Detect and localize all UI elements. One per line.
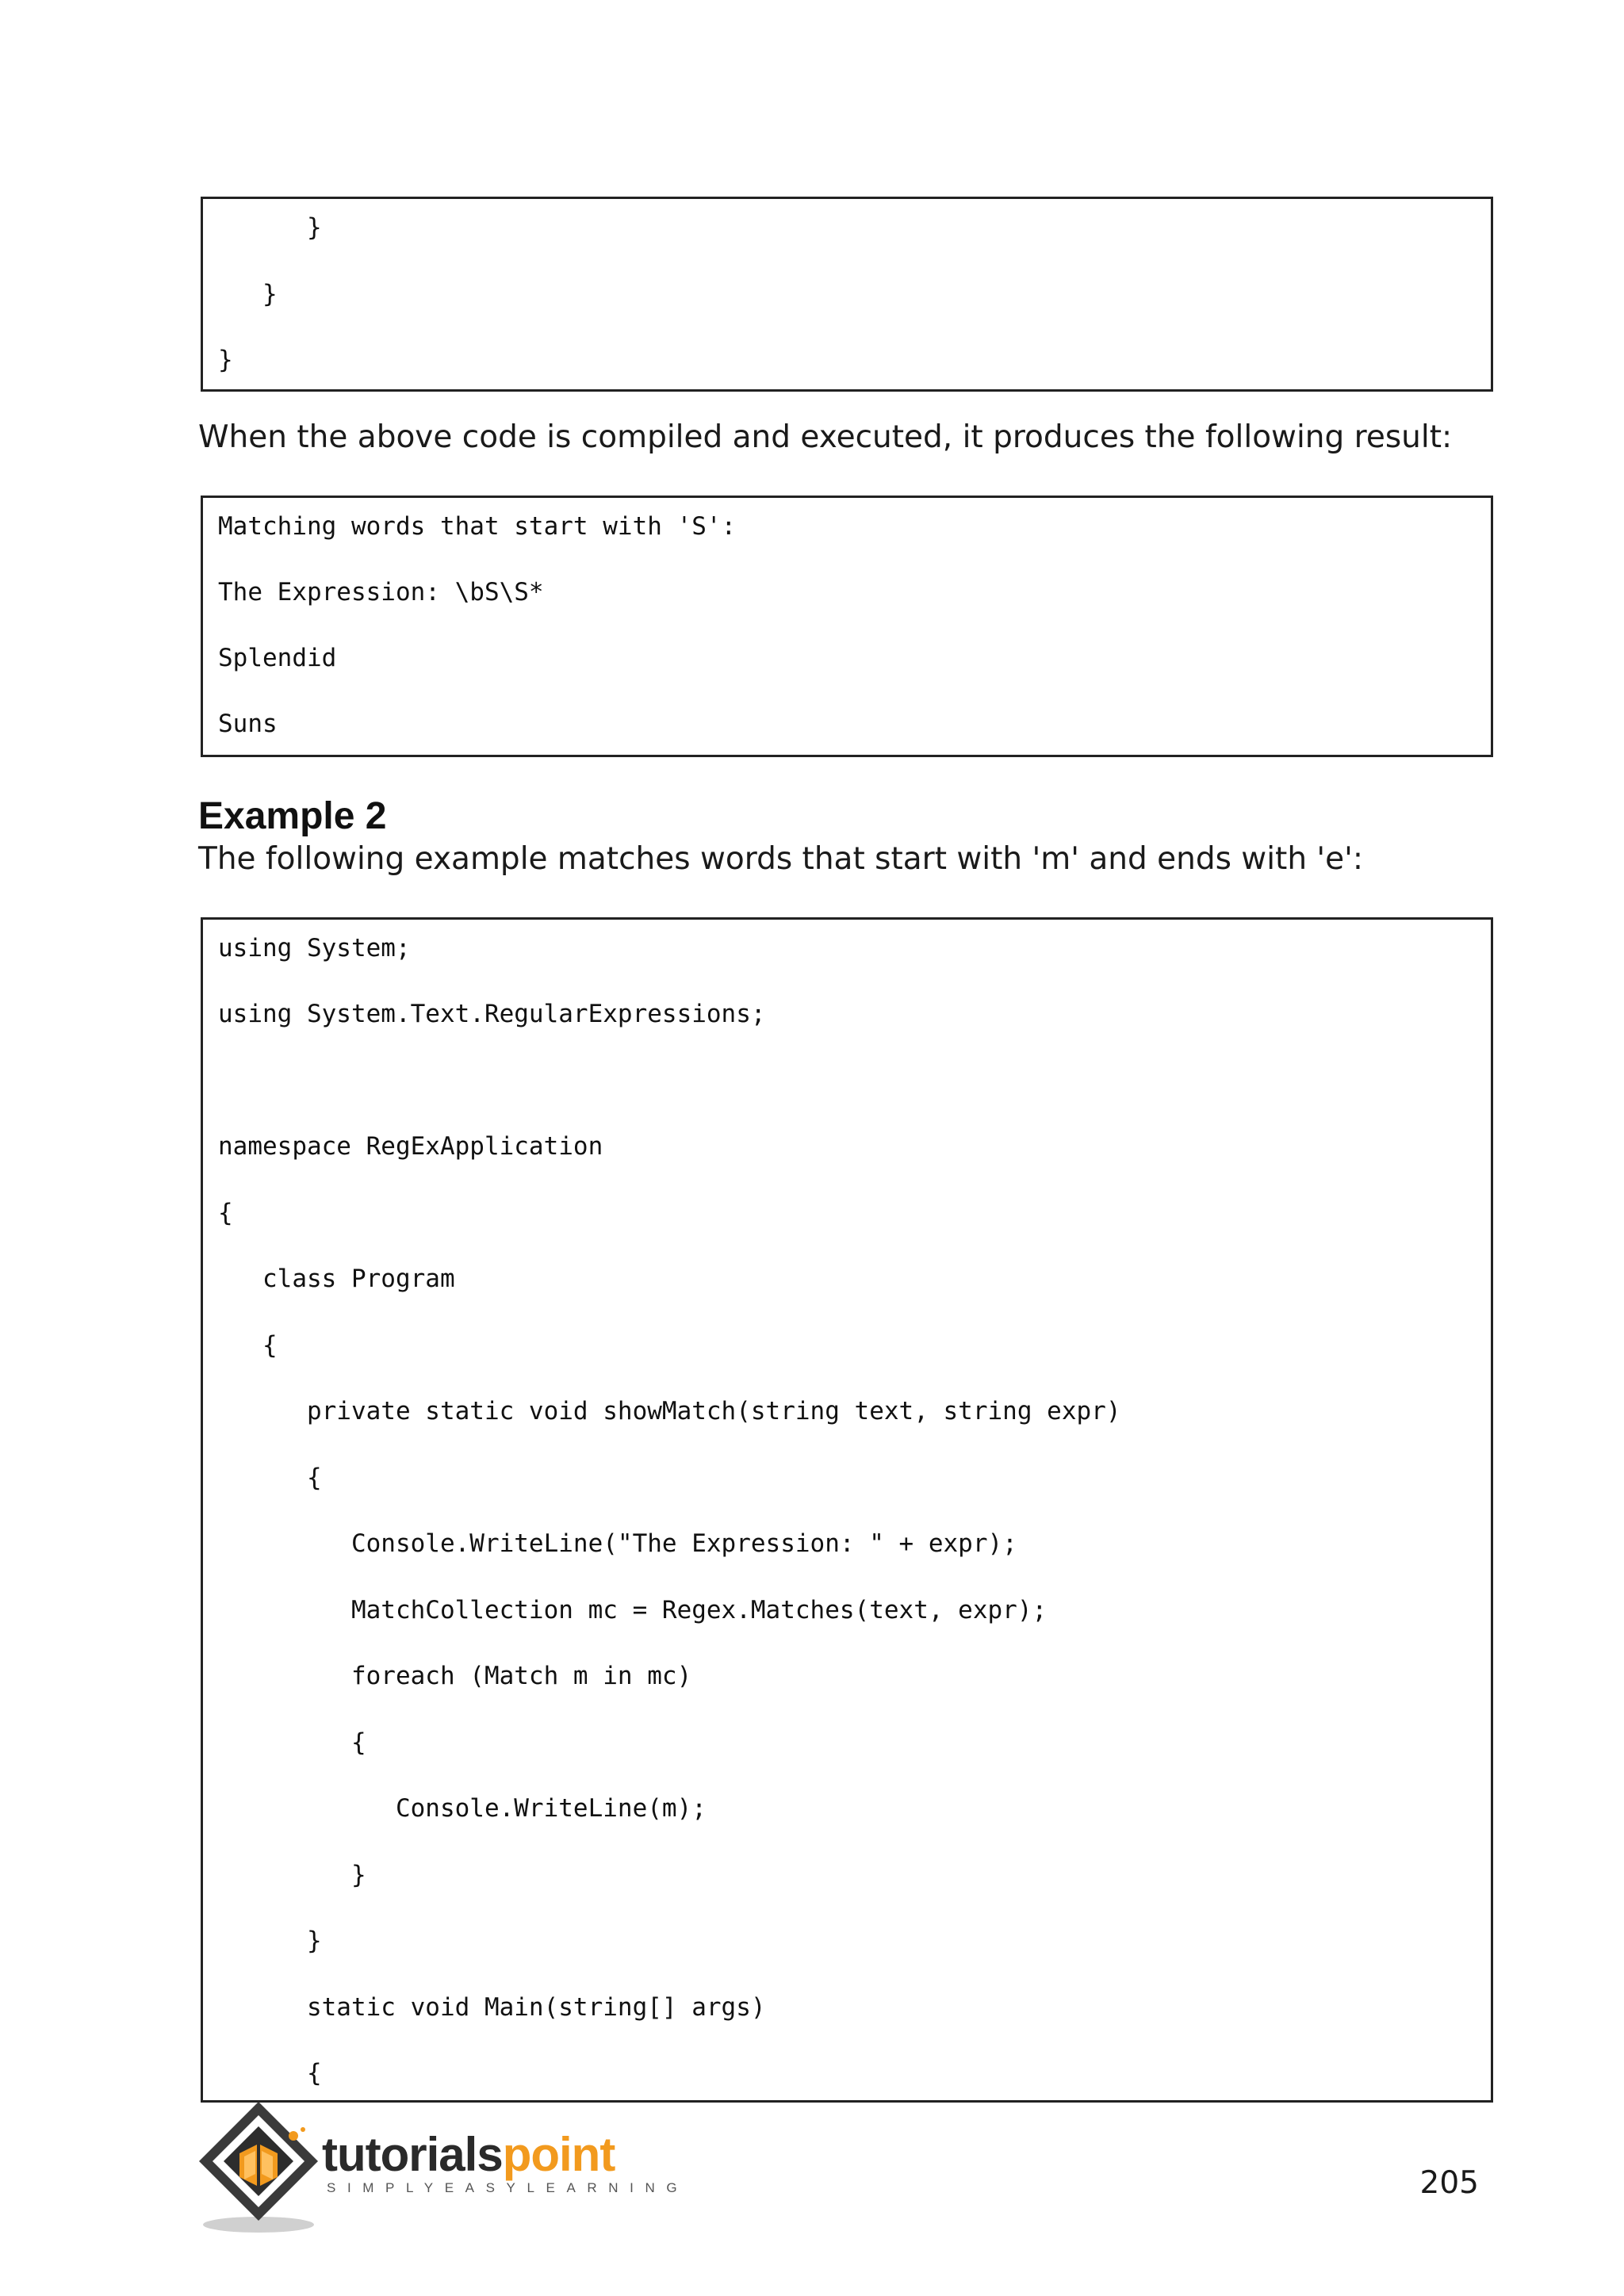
code-line: {	[218, 1728, 366, 1757]
section-description: The following example matches words that start with 'm' and ends with 'e':	[198, 841, 1364, 877]
code-line: }	[218, 1861, 366, 1889]
section-heading: Example 2	[198, 795, 387, 837]
code-line: {	[218, 1199, 233, 1227]
code-line: }	[218, 213, 322, 242]
code-line: private static void showMatch(string text, string expr)	[218, 1397, 1121, 1425]
output-line: Suns	[218, 710, 278, 738]
code-block-continuation	[201, 197, 1493, 392]
brand-tagline: SIMPLYEASYLEARNING	[327, 2180, 689, 2195]
output-block	[201, 496, 1493, 757]
code-line: {	[218, 1331, 278, 1360]
output-line: The Expression: \bS\S*	[218, 578, 544, 607]
code-line: }	[218, 280, 278, 308]
code-line: Console.WriteLine("The Expression: " + expr);	[218, 1529, 1017, 1558]
tutorialspoint-diamond-icon	[195, 2098, 330, 2241]
code-block-example-2	[201, 917, 1493, 2103]
code-line: }	[218, 346, 233, 374]
output-line: Matching words that start with 'S':	[218, 512, 737, 541]
code-line: {	[218, 1464, 322, 1492]
code-line: foreach (Match m in mc)	[218, 1662, 692, 1690]
result-intro-text: When the above code is compiled and executed, it produces the following result:	[198, 419, 1453, 455]
page-number: 205	[1419, 2165, 1479, 2201]
code-line: static void Main(string[] args)	[218, 1993, 766, 2022]
code-line: MatchCollection mc = Regex.Matches(text, expr);	[218, 1596, 1048, 1624]
code-line: class Program	[218, 1265, 455, 1293]
code-line: using System.Text.RegularExpressions;	[218, 1000, 766, 1028]
tutorialspoint-logo	[195, 2098, 689, 2241]
code-line: using System;	[218, 934, 411, 962]
code-line: namespace RegExApplication	[218, 1132, 603, 1161]
code-line: Console.WriteLine(m);	[218, 1794, 707, 1823]
code-line: {	[218, 2059, 322, 2087]
output-line: Splendid	[218, 644, 337, 672]
brand-wordmark: tutorialspoint	[322, 2128, 615, 2181]
code-line: }	[218, 1927, 322, 1955]
